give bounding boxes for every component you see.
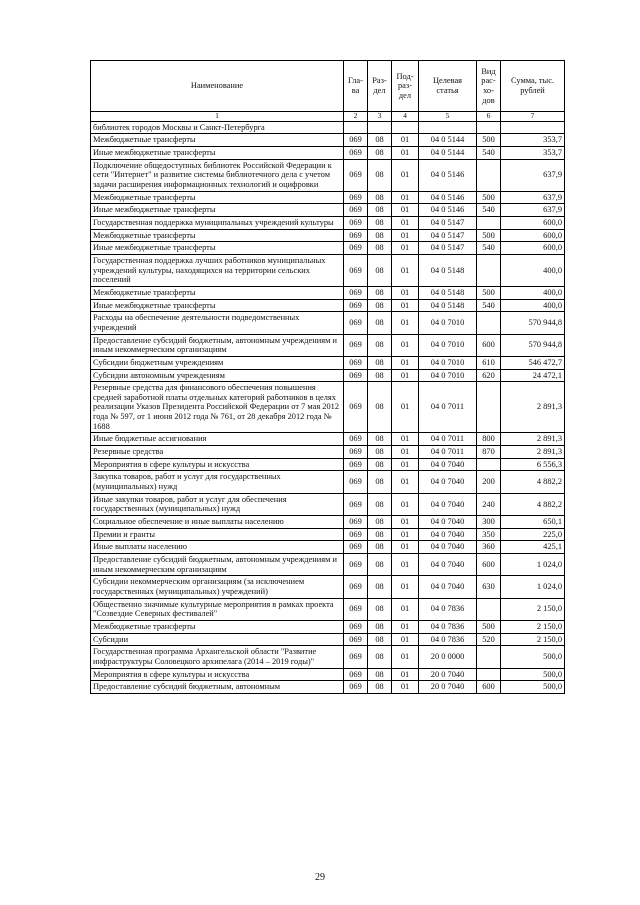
row-target-article: 04 0 5144 <box>419 134 477 147</box>
row-podrazdel: 01 <box>392 334 419 356</box>
row-razdel: 08 <box>368 646 392 668</box>
row-razdel: 08 <box>368 458 392 471</box>
table-row <box>91 668 565 681</box>
row-target-article: 04 0 5148 <box>419 286 477 299</box>
row-target-article: 04 0 5144 <box>419 147 477 160</box>
row-target-article: 04 0 5146 <box>419 159 477 191</box>
row-target-article: 04 0 7011 <box>419 446 477 459</box>
row-podrazdel: 01 <box>392 254 419 286</box>
column-number: 5 <box>419 112 477 122</box>
row-name: Резервные средства для финансового обеспечения повышения средней заработной платы отдельных категорий работников в целях реализации Указов Президента Российской Федерации от 7 мая 2012 года № 597, от 1 июня 2012 года № 761, от 28 декабря 2012 года № 1688 <box>91 382 344 433</box>
row-name: Иные бюджетные ассигнования <box>91 433 344 446</box>
row-glava: 069 <box>344 668 368 681</box>
row-glava: 069 <box>344 356 368 369</box>
row-name: Резервные средства <box>91 446 344 459</box>
header-celevaya: Целевая статья <box>419 61 477 112</box>
row-target-article: 04 0 7040 <box>419 458 477 471</box>
row-expense-type: 500 <box>477 286 501 299</box>
row-sum: 637,9 <box>501 159 565 191</box>
row-target-article: 04 0 7040 <box>419 493 477 515</box>
row-expense-type: 600 <box>477 334 501 356</box>
header-row <box>91 61 565 112</box>
row-podrazdel: 01 <box>392 516 419 529</box>
row-podrazdel <box>392 121 419 134</box>
table-row <box>91 382 565 433</box>
row-expense-type <box>477 646 501 668</box>
row-glava: 069 <box>344 334 368 356</box>
row-podrazdel: 01 <box>392 134 419 147</box>
row-razdel: 08 <box>368 681 392 694</box>
table-row <box>91 121 565 134</box>
row-sum: 4 882,2 <box>501 493 565 515</box>
table-row <box>91 433 565 446</box>
row-sum: 650,1 <box>501 516 565 529</box>
column-number-row <box>91 112 565 122</box>
row-sum: 2 891,3 <box>501 433 565 446</box>
table-row <box>91 229 565 242</box>
column-number: 4 <box>392 112 419 122</box>
row-razdel: 08 <box>368 147 392 160</box>
row-glava: 069 <box>344 216 368 229</box>
table-row <box>91 446 565 459</box>
row-glava: 069 <box>344 598 368 620</box>
table-row <box>91 191 565 204</box>
row-name: Иные межбюджетные трансферты <box>91 147 344 160</box>
column-number: 2 <box>344 112 368 122</box>
row-sum: 2 150,0 <box>501 598 565 620</box>
row-sum: 400,0 <box>501 299 565 312</box>
row-razdel: 08 <box>368 134 392 147</box>
row-name: Субсидии бюджетным учреждениям <box>91 356 344 369</box>
row-expense-type: 500 <box>477 229 501 242</box>
row-razdel: 08 <box>368 312 392 334</box>
row-expense-type <box>477 254 501 286</box>
row-podrazdel: 01 <box>392 356 419 369</box>
row-podrazdel: 01 <box>392 681 419 694</box>
row-target-article: 04 0 7040 <box>419 554 477 576</box>
row-expense-type: 540 <box>477 147 501 160</box>
row-name: Иные закупки товаров, работ и услуг для обеспечения государственных (муниципальных) нужд <box>91 493 344 515</box>
row-name: библиотек городов Москвы и Санкт-Петербурга <box>91 121 344 134</box>
row-target-article <box>419 121 477 134</box>
row-target-article: 04 0 7040 <box>419 576 477 598</box>
row-sum: 4 882,2 <box>501 471 565 493</box>
row-glava: 069 <box>344 541 368 554</box>
header-name: Наименование <box>91 61 344 112</box>
row-target-article: 04 0 7011 <box>419 382 477 433</box>
row-sum: 1 024,0 <box>501 576 565 598</box>
budget-table <box>90 60 565 694</box>
row-sum: 425,1 <box>501 541 565 554</box>
table-row <box>91 369 565 382</box>
row-razdel: 08 <box>368 254 392 286</box>
table-row <box>91 620 565 633</box>
row-target-article: 04 0 7040 <box>419 541 477 554</box>
row-podrazdel: 01 <box>392 598 419 620</box>
table-row <box>91 312 565 334</box>
table-row <box>91 576 565 598</box>
row-razdel: 08 <box>368 516 392 529</box>
row-razdel: 08 <box>368 620 392 633</box>
row-target-article: 04 0 5147 <box>419 216 477 229</box>
row-target-article: 04 0 7040 <box>419 528 477 541</box>
row-expense-type <box>477 312 501 334</box>
table-row <box>91 598 565 620</box>
row-sum: 637,9 <box>501 204 565 217</box>
row-expense-type: 800 <box>477 433 501 446</box>
row-name: Государственная поддержка лучших работников муниципальных учреждений культуры, находящихся на территории сельских поселений <box>91 254 344 286</box>
row-expense-type: 520 <box>477 633 501 646</box>
row-sum: 353,7 <box>501 147 565 160</box>
row-target-article: 04 0 7011 <box>419 433 477 446</box>
row-sum: 24 472,1 <box>501 369 565 382</box>
row-name: Иные межбюджетные трансферты <box>91 204 344 217</box>
row-podrazdel: 01 <box>392 458 419 471</box>
row-name: Межбюджетные трансферты <box>91 286 344 299</box>
row-sum: 2 150,0 <box>501 620 565 633</box>
row-sum: 500,0 <box>501 681 565 694</box>
row-podrazdel: 01 <box>392 493 419 515</box>
column-number: 3 <box>368 112 392 122</box>
row-expense-type: 240 <box>477 493 501 515</box>
row-podrazdel: 01 <box>392 369 419 382</box>
row-razdel <box>368 121 392 134</box>
row-razdel: 08 <box>368 576 392 598</box>
row-razdel: 08 <box>368 299 392 312</box>
table-row <box>91 147 565 160</box>
row-name: Межбюджетные трансферты <box>91 191 344 204</box>
table-body <box>91 121 565 693</box>
table-row <box>91 254 565 286</box>
row-podrazdel: 01 <box>392 471 419 493</box>
row-sum: 1 024,0 <box>501 554 565 576</box>
page-number: 29 <box>315 872 325 883</box>
row-glava: 069 <box>344 312 368 334</box>
column-number: 1 <box>91 112 344 122</box>
row-sum: 600,0 <box>501 229 565 242</box>
row-glava: 069 <box>344 528 368 541</box>
row-glava: 069 <box>344 159 368 191</box>
row-name: Государственная программа Архангельской области "Развитие инфраструктуры Соловецкого архипелага (2014 – 2019 годы)" <box>91 646 344 668</box>
row-glava: 069 <box>344 229 368 242</box>
row-glava <box>344 121 368 134</box>
row-name: Закупка товаров, работ и услуг для государственных (муниципальных) нужд <box>91 471 344 493</box>
table-row <box>91 633 565 646</box>
row-sum: 570 944,8 <box>501 334 565 356</box>
table-row <box>91 541 565 554</box>
row-target-article: 04 0 7836 <box>419 598 477 620</box>
row-glava: 069 <box>344 646 368 668</box>
row-sum: 400,0 <box>501 286 565 299</box>
header-podrazdel: Под-раз-дел <box>392 61 419 112</box>
row-razdel: 08 <box>368 286 392 299</box>
row-glava: 069 <box>344 242 368 255</box>
row-name: Предоставление субсидий бюджетным, автономным учреждениям и иным некоммерческим организациям <box>91 334 344 356</box>
row-glava: 069 <box>344 299 368 312</box>
row-expense-type: 500 <box>477 191 501 204</box>
row-razdel: 08 <box>368 369 392 382</box>
row-razdel: 08 <box>368 633 392 646</box>
row-target-article: 04 0 7040 <box>419 516 477 529</box>
row-expense-type: 540 <box>477 299 501 312</box>
row-podrazdel: 01 <box>392 541 419 554</box>
row-expense-type: 620 <box>477 369 501 382</box>
table-row <box>91 216 565 229</box>
row-sum: 546 472,7 <box>501 356 565 369</box>
row-name: Подключение общедоступных библиотек Российской Федерации к сети "Интернет" и развитие системы библиотечного дела с учетом задачи расширения информационных технологий и оцифровки <box>91 159 344 191</box>
row-sum: 2 150,0 <box>501 633 565 646</box>
row-glava: 069 <box>344 471 368 493</box>
row-name: Иные межбюджетные трансферты <box>91 242 344 255</box>
row-glava: 069 <box>344 134 368 147</box>
row-target-article: 04 0 5148 <box>419 299 477 312</box>
row-name: Субсидии некоммерческим организациям (за исключением государственных (муниципальных) учреждений) <box>91 576 344 598</box>
row-name: Социальное обеспечение и иные выплаты населению <box>91 516 344 529</box>
row-glava: 069 <box>344 554 368 576</box>
row-name: Межбюджетные трансферты <box>91 229 344 242</box>
row-podrazdel: 01 <box>392 191 419 204</box>
row-expense-type <box>477 382 501 433</box>
row-razdel: 08 <box>368 446 392 459</box>
table-row <box>91 646 565 668</box>
row-razdel: 08 <box>368 204 392 217</box>
row-name: Иные выплаты населению <box>91 541 344 554</box>
row-name: Предоставление субсидий бюджетным, автономным <box>91 681 344 694</box>
row-glava: 069 <box>344 147 368 160</box>
row-expense-type <box>477 598 501 620</box>
row-target-article: 04 0 5148 <box>419 254 477 286</box>
row-podrazdel: 01 <box>392 382 419 433</box>
table-row <box>91 471 565 493</box>
table-row <box>91 134 565 147</box>
row-sum: 353,7 <box>501 134 565 147</box>
row-target-article: 04 0 5147 <box>419 242 477 255</box>
row-expense-type <box>477 216 501 229</box>
table-row <box>91 493 565 515</box>
row-podrazdel: 01 <box>392 446 419 459</box>
row-glava: 069 <box>344 458 368 471</box>
row-target-article: 04 0 7010 <box>419 369 477 382</box>
row-glava: 069 <box>344 493 368 515</box>
row-glava: 069 <box>344 254 368 286</box>
row-name: Иные межбюджетные трансферты <box>91 299 344 312</box>
row-target-article: 04 0 5146 <box>419 191 477 204</box>
row-target-article: 04 0 7010 <box>419 334 477 356</box>
row-glava: 069 <box>344 204 368 217</box>
row-expense-type <box>477 458 501 471</box>
row-name: Премии и гранты <box>91 528 344 541</box>
row-razdel: 08 <box>368 242 392 255</box>
row-glava: 069 <box>344 433 368 446</box>
row-name: Межбюджетные трансферты <box>91 134 344 147</box>
row-expense-type: 600 <box>477 681 501 694</box>
row-expense-type: 360 <box>477 541 501 554</box>
row-expense-type: 350 <box>477 528 501 541</box>
row-podrazdel: 01 <box>392 204 419 217</box>
row-sum: 600,0 <box>501 242 565 255</box>
row-expense-type: 630 <box>477 576 501 598</box>
row-target-article: 04 0 7040 <box>419 471 477 493</box>
row-podrazdel: 01 <box>392 668 419 681</box>
row-expense-type <box>477 159 501 191</box>
row-sum: 2 891,3 <box>501 446 565 459</box>
row-podrazdel: 01 <box>392 286 419 299</box>
table-row <box>91 299 565 312</box>
row-sum <box>501 121 565 134</box>
row-podrazdel: 01 <box>392 620 419 633</box>
header-razdel: Раз-дел <box>368 61 392 112</box>
row-razdel: 08 <box>368 216 392 229</box>
row-name: Субсидии автономным учреждениям <box>91 369 344 382</box>
row-podrazdel: 01 <box>392 216 419 229</box>
table-row <box>91 356 565 369</box>
table-row <box>91 516 565 529</box>
column-number: 6 <box>477 112 501 122</box>
table-row <box>91 242 565 255</box>
row-sum: 500,0 <box>501 668 565 681</box>
row-podrazdel: 01 <box>392 147 419 160</box>
row-target-article: 20 0 7040 <box>419 681 477 694</box>
row-glava: 069 <box>344 191 368 204</box>
row-sum: 400,0 <box>501 254 565 286</box>
row-razdel: 08 <box>368 554 392 576</box>
row-target-article: 04 0 7010 <box>419 312 477 334</box>
row-name: Субсидии <box>91 633 344 646</box>
row-razdel: 08 <box>368 598 392 620</box>
row-sum: 637,9 <box>501 191 565 204</box>
row-razdel: 08 <box>368 356 392 369</box>
column-number: 7 <box>501 112 565 122</box>
row-glava: 069 <box>344 286 368 299</box>
row-podrazdel: 01 <box>392 633 419 646</box>
row-razdel: 08 <box>368 334 392 356</box>
row-expense-type: 870 <box>477 446 501 459</box>
row-target-article: 04 0 5146 <box>419 204 477 217</box>
table-row <box>91 334 565 356</box>
row-podrazdel: 01 <box>392 299 419 312</box>
row-podrazdel: 01 <box>392 646 419 668</box>
row-expense-type <box>477 668 501 681</box>
row-name: Мероприятия в сфере культуры и искусства <box>91 668 344 681</box>
row-podrazdel: 01 <box>392 312 419 334</box>
table-row <box>91 286 565 299</box>
row-expense-type <box>477 121 501 134</box>
table-row <box>91 204 565 217</box>
table-row <box>91 681 565 694</box>
row-glava: 069 <box>344 633 368 646</box>
row-razdel: 08 <box>368 191 392 204</box>
row-podrazdel: 01 <box>392 554 419 576</box>
row-razdel: 08 <box>368 493 392 515</box>
row-razdel: 08 <box>368 382 392 433</box>
row-expense-type: 300 <box>477 516 501 529</box>
row-sum: 500,0 <box>501 646 565 668</box>
row-razdel: 08 <box>368 528 392 541</box>
row-target-article: 04 0 7010 <box>419 356 477 369</box>
row-razdel: 08 <box>368 471 392 493</box>
row-razdel: 08 <box>368 229 392 242</box>
table-row <box>91 528 565 541</box>
row-expense-type: 610 <box>477 356 501 369</box>
table-row <box>91 458 565 471</box>
row-glava: 069 <box>344 382 368 433</box>
row-expense-type: 600 <box>477 554 501 576</box>
row-target-article: 04 0 7836 <box>419 620 477 633</box>
row-razdel: 08 <box>368 433 392 446</box>
row-target-article: 04 0 5147 <box>419 229 477 242</box>
row-target-article: 20 0 0000 <box>419 646 477 668</box>
row-podrazdel: 01 <box>392 576 419 598</box>
row-glava: 069 <box>344 681 368 694</box>
row-expense-type: 540 <box>477 204 501 217</box>
row-target-article: 04 0 7836 <box>419 633 477 646</box>
row-glava: 069 <box>344 576 368 598</box>
header-summa: Сумма, тыс. рублей <box>501 61 565 112</box>
row-glava: 069 <box>344 369 368 382</box>
row-glava: 069 <box>344 620 368 633</box>
table-row <box>91 159 565 191</box>
row-glava: 069 <box>344 446 368 459</box>
row-podrazdel: 01 <box>392 159 419 191</box>
row-sum: 600,0 <box>501 216 565 229</box>
row-name: Государственная поддержка муниципальных учреждений культуры <box>91 216 344 229</box>
row-sum: 2 891,3 <box>501 382 565 433</box>
row-podrazdel: 01 <box>392 528 419 541</box>
row-sum: 225,0 <box>501 528 565 541</box>
header-vid: Вид рас-хо-дов <box>477 61 501 112</box>
row-podrazdel: 01 <box>392 229 419 242</box>
row-name: Межбюджетные трансферты <box>91 620 344 633</box>
row-sum: 570 944,8 <box>501 312 565 334</box>
row-name: Расходы на обеспечение деятельности подведомственных учреждений <box>91 312 344 334</box>
row-expense-type: 500 <box>477 620 501 633</box>
row-podrazdel: 01 <box>392 433 419 446</box>
row-target-article: 20 0 7040 <box>419 668 477 681</box>
row-glava: 069 <box>344 516 368 529</box>
row-razdel: 08 <box>368 668 392 681</box>
row-razdel: 08 <box>368 541 392 554</box>
row-expense-type: 200 <box>477 471 501 493</box>
row-expense-type: 500 <box>477 134 501 147</box>
row-podrazdel: 01 <box>392 242 419 255</box>
row-name: Предоставление субсидий бюджетным, автономным учреждениям и иным некоммерческим организациям <box>91 554 344 576</box>
header-glava: Гла-ва <box>344 61 368 112</box>
table-row <box>91 554 565 576</box>
row-name: Общественно значимые культурные мероприятия в рамках проекта "Созвездие Северных фестивалей" <box>91 598 344 620</box>
row-name: Мероприятия в сфере культуры и искусства <box>91 458 344 471</box>
row-expense-type: 540 <box>477 242 501 255</box>
row-sum: 6 556,3 <box>501 458 565 471</box>
row-razdel: 08 <box>368 159 392 191</box>
